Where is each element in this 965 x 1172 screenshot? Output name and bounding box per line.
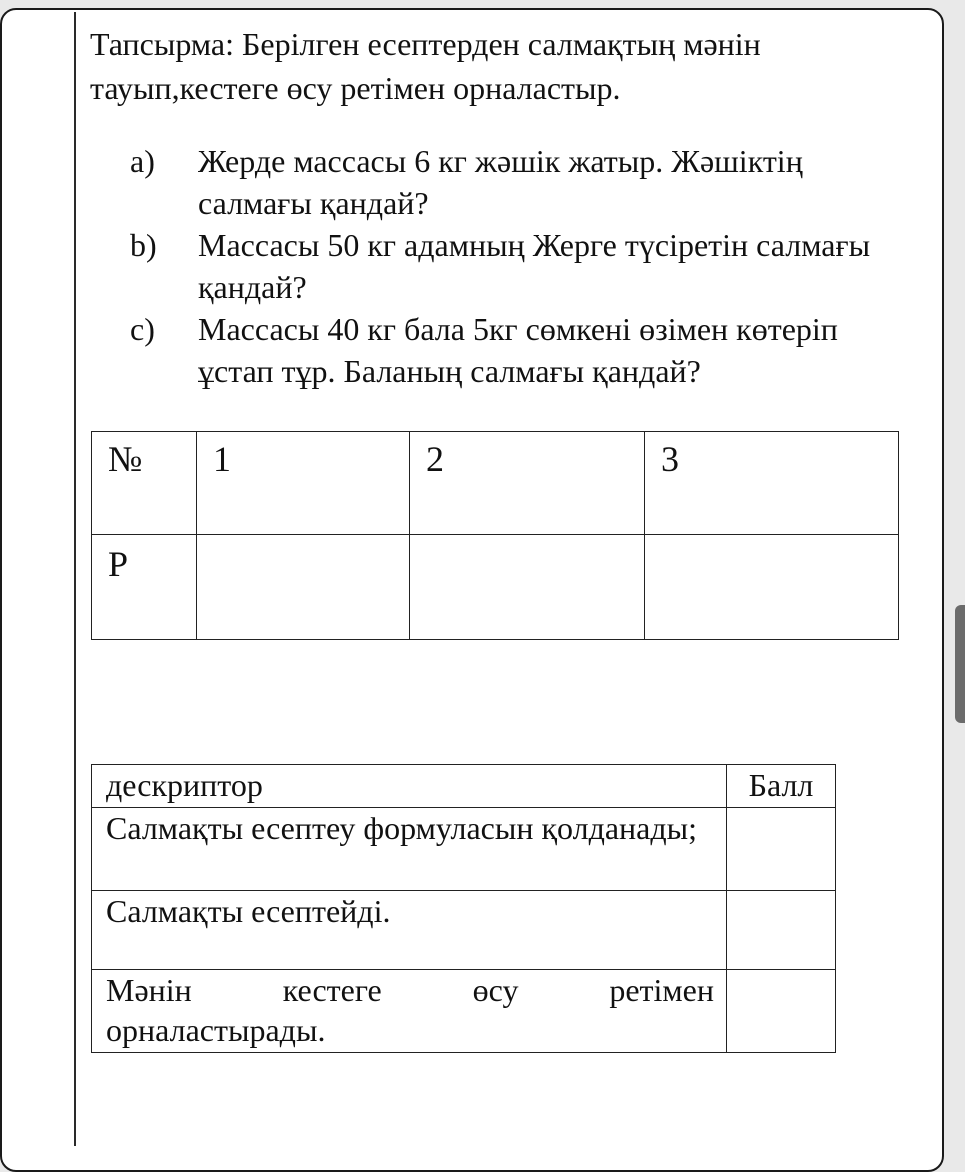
table-row bbox=[92, 765, 836, 808]
question-marker: b) bbox=[130, 227, 157, 263]
score-cell[interactable] bbox=[727, 970, 836, 1053]
page-margin-line bbox=[74, 12, 76, 1146]
answer-cell-2[interactable] bbox=[410, 535, 645, 640]
score-cell[interactable] bbox=[727, 808, 836, 891]
table-row bbox=[92, 891, 836, 970]
weight-answer-table bbox=[91, 431, 899, 640]
table-cell-number-header: № bbox=[92, 432, 197, 535]
descriptor-header: дескриптор bbox=[92, 765, 727, 808]
descriptor-word: Мәнін bbox=[106, 972, 192, 1008]
descriptor-line bbox=[106, 970, 714, 1010]
descriptor-word: өсу bbox=[472, 972, 519, 1008]
question-text: Массасы 40 кг бала 5кг сөмкені өзімен көтеріп ұстап тұр. Баланың салмағы қандай? bbox=[198, 311, 838, 389]
answer-cell-1[interactable] bbox=[197, 535, 410, 640]
question-item-b bbox=[130, 224, 930, 308]
descriptor-word: кестеге bbox=[282, 972, 382, 1008]
question-text: Жерде массасы 6 кг жәшік жатыр. Жәшіктің салмағы қандай? bbox=[198, 143, 803, 221]
table-row bbox=[92, 535, 899, 640]
descriptor-cell-last bbox=[92, 970, 727, 1053]
scrollbar-handle[interactable] bbox=[955, 605, 965, 723]
question-text: Массасы 50 кг адамның Жерге түсіретін салмағы қандай? bbox=[198, 227, 871, 305]
descriptor-table bbox=[91, 764, 836, 1053]
score-header: Балл bbox=[727, 765, 836, 808]
descriptor-cell: Салмақты есептеу формуласын қолданады; bbox=[92, 808, 727, 891]
table-row bbox=[92, 970, 836, 1053]
descriptor-line-end: орналастырады. bbox=[106, 1012, 326, 1048]
answer-cell-3[interactable] bbox=[645, 535, 899, 640]
table-cell-3: 3 bbox=[645, 432, 899, 535]
table-cell-2: 2 bbox=[410, 432, 645, 535]
task-title: Тапсырма: Берілген есептерден салмақтың мәнін тауып,кестеге өсу ретімен орналастыр. bbox=[90, 26, 761, 106]
question-marker: a) bbox=[130, 143, 155, 179]
question-list bbox=[130, 140, 930, 392]
table-row bbox=[92, 808, 836, 891]
table-row bbox=[92, 432, 899, 535]
descriptor-cell: Салмақты есептейді. bbox=[92, 891, 727, 970]
table-cell-p-label: P bbox=[92, 535, 197, 640]
question-item-a bbox=[130, 140, 930, 224]
score-cell[interactable] bbox=[727, 891, 836, 970]
descriptor-word: ретімен bbox=[609, 972, 714, 1008]
question-item-c bbox=[130, 308, 930, 392]
question-marker: c) bbox=[130, 311, 155, 347]
table-cell-1: 1 bbox=[197, 432, 410, 535]
